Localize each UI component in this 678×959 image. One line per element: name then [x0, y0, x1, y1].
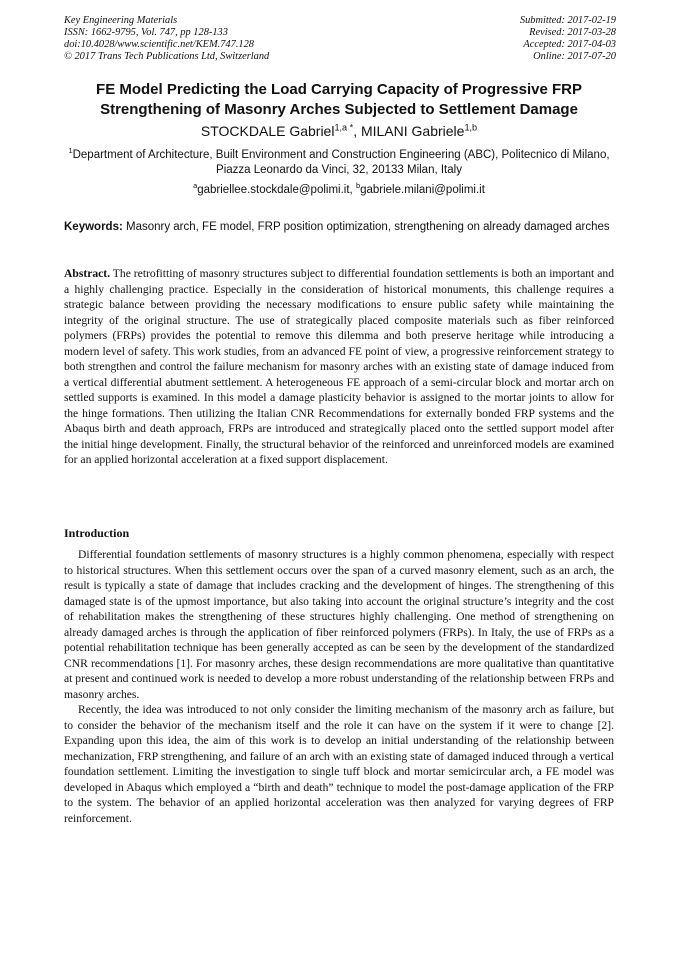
email-a: gabriellee.stockdale@polimi.it,	[197, 184, 356, 196]
introduction-paragraph-1: Differential foundation settlements of masonry structures is a highly common phenomena, especially with respect to historical structures. When this settlement occurs over the span of a curved masonry element, such as an arch, the result is typically a state of damage that includes cracking and the development of hinges. The strengthening of this damaged state is of the upmost importance, but also taking into account the original structure’s integrity and the cost of rehabilitation makes the strengthening of these structures highly challenging. One method of strengthening on already damaged arches is through the application of fiber reinforced polymers (FRPs). In Italy, the use of FRPs as a potential rehabilitation technique has been generally accepted as can be seen by the development of the standardized CNR recommendations [1]. For masonry arches, these design recommendations are more qualitative than quantitative at present and continued work is needed to develop a more robust understanding of the relationship between FRPs and masonry arches.	[64, 548, 614, 701]
paper-title	[40, 80, 638, 120]
affiliation	[64, 148, 614, 178]
email-b: gabriele.milani@polimi.it	[360, 184, 485, 196]
email-a-marker: a	[193, 181, 198, 191]
author-1: STOCKDALE Gabriel	[200, 123, 335, 139]
section-heading-introduction: Introduction	[64, 526, 130, 540]
journal-doi: doi:10.4028/www.scientific.net/KEM.747.128	[64, 39, 254, 50]
date-submitted: Submitted: 2017-02-19	[519, 15, 616, 26]
author-separator: ,	[353, 123, 361, 139]
journal-name: Key Engineering Materials	[64, 15, 178, 26]
author-emails	[64, 183, 614, 198]
abstract-text: The retrofitting of masonry structures subject to differential foundation settlements is both an important and a highly challenging practice. Especially in the consideration of historical monuments, this challenge requires a strategic balance between providing the necessary modifications to ensure public safety while maintaining the integrity of the original structure. The use of strategically placed composite materials such as fiber reinforced polymers (FRPs) provides the potential to remove this dilemma and both preserve heritage while introducing a modern level of safety. This work studies, from an advanced FE point of view, a progressive reinforcement strategy to both strengthen and control the failure mechanism for masonry arches with an existing state of damage induced from a vertical differential abutment settlement. A heterogeneous FE approach of a semi-circular block and mortar arch on settled supports is examined. In this model a damage plasticity behavior is assigned to the mortar joints to allow for the hinge formations. Then utilizing the Italian CNR Recommendations for externally bonded FRP systems and the Abaqus birth and death approach, FRPs are introduced and strategically placed onto the settled support model after the initial hinge development. Finally, the structural behavior of the reinforced and unreinforced models are examined for an applied horizontal acceleration at a fixed support displacement.	[64, 267, 614, 466]
author-2-affil: 1,b	[464, 122, 478, 133]
keywords-label: Keywords:	[64, 221, 123, 233]
abstract-label: Abstract.	[64, 267, 111, 280]
authors	[40, 122, 638, 140]
keywords-text: Masonry arch, FE model, FRP position optimization, strengthening on already damaged arches	[122, 221, 610, 233]
paper-title-line2: Strengthening of Masonry Arches Subjected to Settlement Damage	[100, 101, 578, 118]
publication-dates	[520, 15, 616, 63]
keywords	[64, 220, 614, 235]
email-b-marker: b	[355, 181, 361, 191]
author-2: MILANI Gabriele	[360, 123, 465, 139]
journal-issn: ISSN: 1662-9795, Vol. 747, pp 128-133	[64, 27, 228, 38]
author-1-affil: 1,a *	[334, 122, 354, 133]
journal-copyright: © 2017 Trans Tech Publications Ltd, Switzerland	[64, 51, 270, 62]
journal-info	[64, 15, 269, 63]
introduction-paragraph-2: Recently, the idea was introduced to not only consider the limiting mechanism of the masonry arch as failure, but to consider the behavior of the mechanism itself and the role it can have on the system if it were to change [2]. Expanding upon this idea, the aim of this work is to develop an initial understanding of the relationship between mechanization, FRP strengthening, and failure of an arch with an existing state of damaged induced through a vertical foundation settlement. Limiting the investigation to single tuff block and mortar semicircular arch, a FE model was developed in Abaqus which employed a “birth and death” technique to model the post-damage application of the FRP to the system. The behavior of an applied horizontal acceleration was then analyzed for varying degrees of FRP reinforcement.	[64, 703, 614, 825]
date-online: Online: 2017-07-20	[533, 51, 616, 62]
paper-title-line1: FE Model Predicting the Load Carrying Capacity of Progressive FRP	[96, 81, 582, 98]
date-revised: Revised: 2017-03-28	[529, 27, 616, 38]
date-accepted: Accepted: 2017-04-03	[523, 39, 616, 50]
abstract	[64, 266, 614, 468]
affiliation-text: Department of Architecture, Built Environment and Construction Engineering (ABC), Politecnico di Milano, Piazza Leonardo da Vinci, 32, 20133 Milan, Italy	[72, 149, 610, 176]
affiliation-number: 1	[68, 146, 73, 156]
introduction-body	[64, 547, 614, 826]
